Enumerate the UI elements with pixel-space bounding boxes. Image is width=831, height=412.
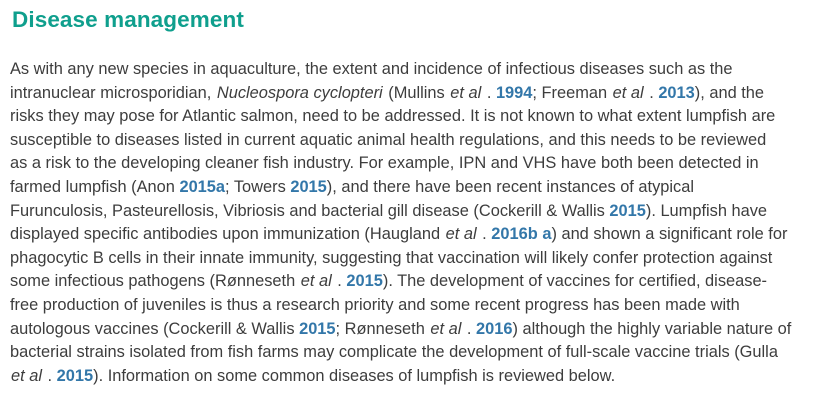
text-line (10, 58, 823, 82)
citation-link[interactable]: 2013 (658, 83, 695, 102)
text-line (10, 82, 823, 106)
text-span: ; Rønneseth (335, 319, 430, 338)
text-span: displayed specific antibodies upon immunization (Haugland (10, 225, 445, 244)
text-span: As with any new species in aquaculture, the extent and incidence of infectious diseases such as the (10, 60, 733, 78)
text-span: free production of juveniles is thus a research priority and some recent progress has been made with (10, 295, 740, 314)
text-span: autologous vaccines (Cockerill & Wallis (10, 319, 300, 338)
citation-link[interactable]: 2015 (56, 366, 94, 385)
italic-text: Nucleospora cyclopteri (216, 83, 383, 102)
text-span: phagocytic B cells in their innate immunity, suggesting that vaccination will likely confer protection against (10, 248, 773, 267)
citation-link[interactable]: 2015a (179, 177, 226, 196)
text-span: . (477, 225, 492, 244)
text-span: . (644, 83, 659, 102)
text-line (10, 200, 823, 224)
text-span: ) and shown a significant role for (551, 225, 788, 244)
text-span: ; Freeman (532, 83, 612, 102)
citation-link[interactable]: a (542, 225, 552, 244)
text-span: bacterial strains isolated from fish farms may complicate the development of full-scale vaccine trials (Gulla (10, 343, 778, 362)
italic-text: et al (450, 83, 482, 102)
citation-link[interactable]: 2016 (476, 319, 513, 338)
text-line (10, 129, 823, 153)
text-span: some infectious pathogens (Rønneseth (10, 272, 300, 291)
text-line (10, 105, 823, 129)
text-span: . (332, 272, 347, 291)
text-line (10, 152, 823, 176)
article-page (0, 5, 831, 412)
text-line (10, 176, 823, 200)
italic-text: et al (612, 83, 644, 102)
text-span: (Mullins (383, 83, 450, 102)
text-span: ) although the highly variable nature of (512, 319, 792, 338)
text-span: . (482, 83, 496, 102)
italic-text: et al (445, 225, 477, 244)
citation-link[interactable]: 2015 (609, 201, 646, 220)
text-line (10, 294, 823, 318)
text-span: ). Lumpfish have (645, 201, 768, 220)
text-span: Furunculosis, Pasteurellosis, Vibriosis and bacterial gill disease (Cockerill & Wallis (10, 201, 610, 220)
text-line (10, 270, 823, 294)
text-span: risks they may pose for Atlantic salmon, need to be addressed. It is not known to what extent lumpfish are (10, 107, 776, 126)
citation-link[interactable]: 2015 (290, 177, 327, 196)
text-span: ). The development of vaccines for certified, disease- (382, 272, 768, 291)
citation-link[interactable]: 2016b (491, 225, 538, 244)
text-span: ), and there have been recent instances of atypical (326, 177, 694, 196)
citation-link[interactable]: 2015 (346, 272, 383, 291)
page-title: Disease management (12, 7, 244, 32)
text-span: as a risk to the developing cleaner fish industry. For example, IPN and VHS have both been detected in (10, 154, 759, 173)
citation-link[interactable]: 2015 (299, 319, 336, 338)
text-span: ). Information on some common diseases of lumpfish is reviewed below. (93, 366, 616, 385)
italic-text: et al (11, 366, 42, 385)
italic-text: et al (430, 319, 462, 338)
text-span: susceptible to diseases listed in current aquatic animal health regulations, and this needs to be reviewed (10, 130, 767, 149)
text-span: ), and the (694, 83, 765, 102)
italic-text: et al (300, 272, 332, 291)
text-line (10, 247, 823, 271)
text-line (10, 341, 823, 365)
text-span: ; Towers (225, 177, 291, 196)
text-span: . (42, 366, 57, 385)
text-line (10, 223, 823, 247)
citation-link[interactable]: 1994 (495, 83, 533, 102)
text-line (10, 365, 823, 389)
text-span: . (462, 319, 477, 338)
text-span: intranuclear microsporidian, (10, 83, 216, 102)
article-paragraph (10, 58, 823, 388)
text-span: farmed lumpfish (Anon (10, 177, 180, 196)
text-line (10, 318, 823, 342)
